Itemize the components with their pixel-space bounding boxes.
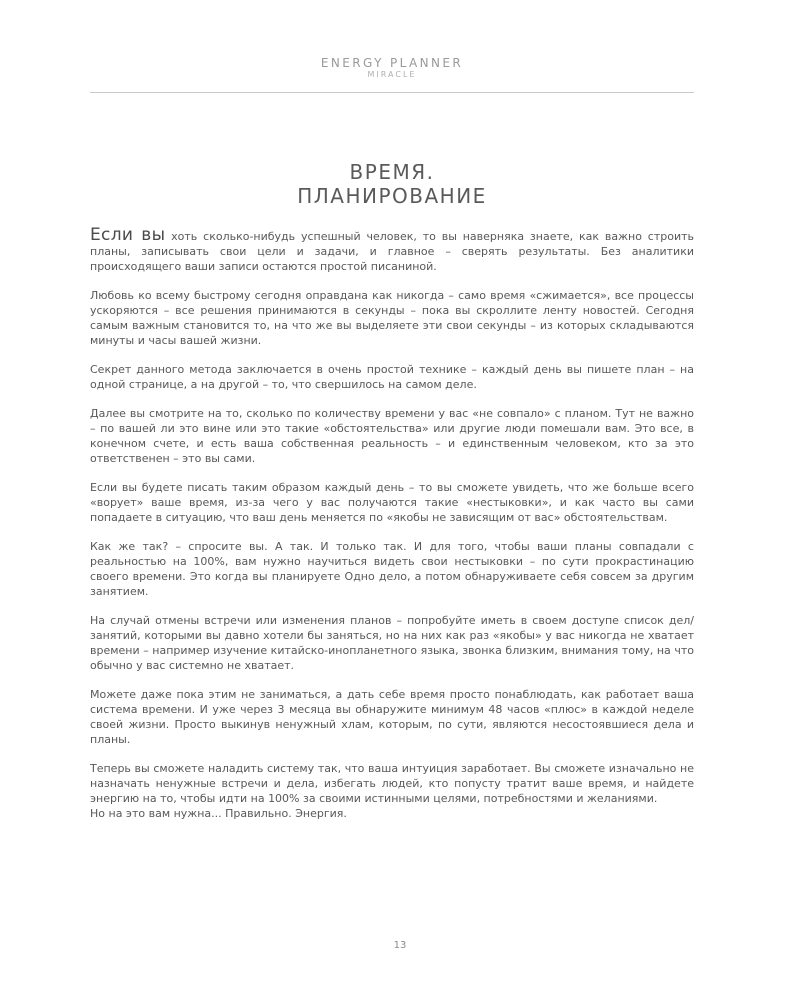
page-number: 13	[393, 940, 407, 951]
paragraph-6: Как же так? – спросите вы. А так. И только так. И для того, чтобы ваши планы совпадали с реальностью на 100%, вам нужно научиться видеть свои нестыковки – по сути прокрастинацию своего времени. Это когда вы планируете Одно дело, а потом обнаруживаете себя совсем за другим занятием.	[90, 540, 694, 598]
lead-words: Если вы	[90, 225, 166, 245]
page-title	[90, 160, 694, 208]
page-title-line-1: ВРЕМЯ.	[349, 160, 435, 184]
paragraph-1	[90, 225, 694, 274]
paragraph-1-text: хоть сколько-нибудь успешный человек, то вы наверняка знаете, как важно строить планы, записывать свои цели и задачи, и главное – сверять результаты. Без аналитики происходящего ваши записи остаются простой писаниной.	[90, 230, 694, 273]
paragraph-9: Теперь вы сможете наладить систему так, что ваша интуиция заработает. Вы сможете изначально не назначать ненужные встречи и дела, избегать людей, кто попусту тратит ваше время, и найдете энергию на то, чтобы идти на 100% за своими истинными целями, потребностями и желаниями.	[90, 762, 694, 805]
paragraph-5: Если вы будете писать таким образом каждый день – то вы сможете увидеть, что же больше всего «ворует» ваше время, из-за чего у вас получаются такие «нестыковки», и как часто вы сами попадаете в ситуацию, что ваш день меняется по «якобы не зависящим от вас» обстоятельствам.	[90, 481, 694, 524]
page-header	[90, 56, 694, 80]
paragraph-10: Но на это вам нужна... Правильно. Энергия.	[90, 807, 347, 820]
paragraph-2: Любовь ко всему быстрому сегодня оправдана как никогда – само время «сжимается», все процессы ускоряются – все решения принимаются в секунды – пока вы скроллите ленту новостей. Сегодня самым важным становится то, на что же вы выделяете эти свои секунды – из которых складываются минуты и часы вашей жизни.	[90, 289, 694, 347]
paragraph-7: На случай отмены встречи или изменения планов – попробуйте иметь в своем доступе список дел/занятий, которыми вы давно хотели бы заняться, но на них как раз «якобы» у вас никогда не хватает времени – например изучение китайско-инопланетного языка, звонка близким, внимания тому, на что обычно у вас системно не хватает.	[90, 614, 694, 672]
paragraph-3: Секрет данного метода заключается в очень простой технике – каждый день вы пишете план – на одной странице, а на другой – то, что свершилось на самом деле.	[90, 363, 694, 391]
article-body	[90, 225, 694, 835]
paragraph-8: Можете даже пока этим не заниматься, а дать себе время просто понаблюдать, как работает ваша система времени. И уже через 3 месяца вы обнаружите минимум 48 часов «плюс» в каждой неделе своей жизни. Просто выкинув ненужный хлам, которым, по сути, являются несостоявшиеся дела и планы.	[90, 688, 694, 746]
page-title-line-2: ПЛАНИРОВАНИЕ	[297, 184, 487, 208]
header-divider	[90, 92, 694, 93]
paragraph-4: Далее вы смотрите на то, сколько по количеству времени у вас «не совпало» с планом. Тут не важно – по вашей ли это вине или это такие «обстоятельства» или другие люди помешали вам. Это все, в конечном счете, и есть ваша собственная реальность – и единственным человеком, кто за это ответственен – это вы сами.	[90, 407, 694, 465]
brand-title: ENERGY PLANNER	[320, 56, 464, 70]
brand-subtitle: MIRACLE	[367, 70, 417, 79]
